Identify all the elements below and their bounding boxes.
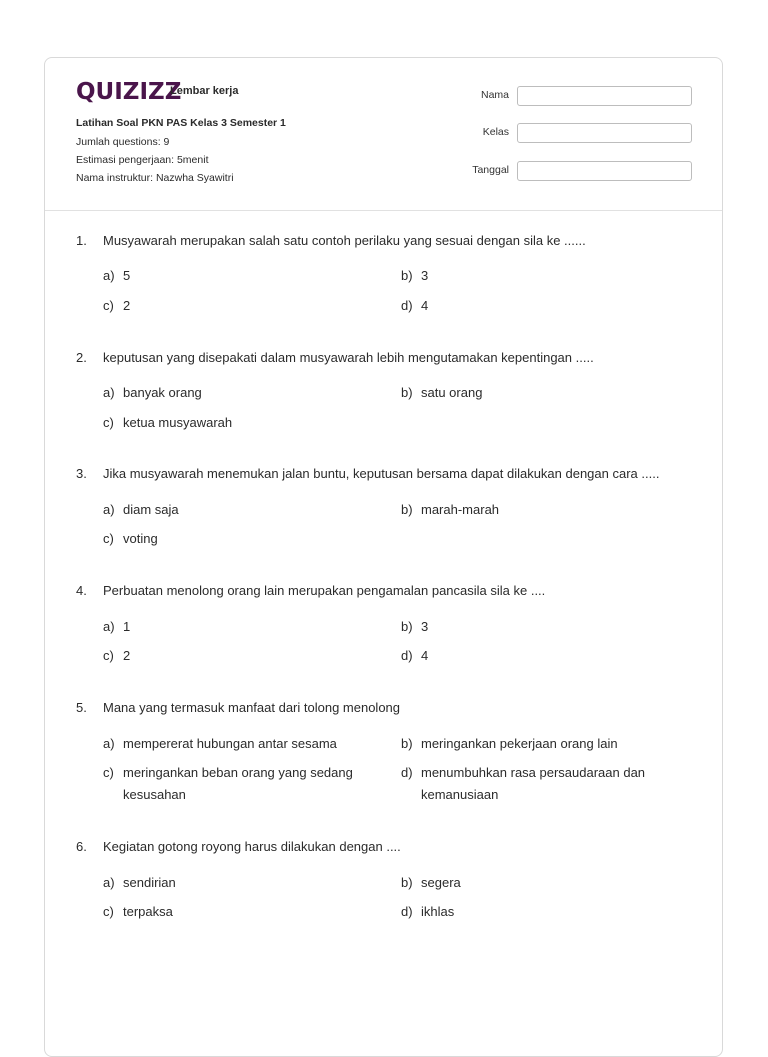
option-text: segera [421,875,461,890]
option-text: 3 [421,619,429,634]
option-letter: c) [103,904,114,919]
option-letter: d) [401,298,413,313]
option-letter: d) [401,765,413,780]
quizizz-logo: QUIZIZZ [76,79,182,105]
question-number: 5. [76,700,87,715]
question-number: 4. [76,583,87,598]
option-letter: c) [103,531,114,546]
option-text: menumbuhkan rasa persaudaraan dan kemanusiaan [421,765,646,802]
option-text: 4 [421,648,429,663]
option-text: 2 [123,298,131,313]
option-letter: b) [401,619,413,634]
option-letter: b) [401,736,413,751]
option-letter: d) [401,648,413,663]
option-text: 5 [123,268,131,283]
option-letter: c) [103,648,114,663]
option-letter: d) [401,904,413,919]
option-letter: a) [103,385,115,400]
option-letter: a) [103,502,115,517]
option-text: 1 [123,619,131,634]
estimated-time: Estimasi pengerjaan: 5menit [76,154,209,166]
option-letter: b) [401,268,413,283]
option-text: ketua musyawarah [123,415,233,430]
date-field[interactable] [517,161,692,181]
option-text: ikhlas [421,904,455,919]
question-number: 6. [76,839,87,854]
question-text: keputusan yang disepakati dalam musyawarah lebih mengutamakan kepentingan ..... [103,350,594,365]
question-text: Kegiatan gotong royong harus dilakukan dengan .... [103,839,401,854]
option-letter: a) [103,875,115,890]
worksheet-title: Latihan Soal PKN PAS Kelas 3 Semester 1 [76,117,286,129]
question-text: Mana yang termasuk manfaat dari tolong menolong [103,700,401,715]
class-label: Kelas [482,126,509,138]
option-text: 3 [421,268,429,283]
question-text: Jika musyawarah menemukan jalan buntu, keputusan bersama dapat dilakukan dengan cara ..... [103,466,660,481]
question-number: 2. [76,350,87,365]
option-text: meringankan pekerjaan orang lain [421,736,618,751]
option-text: voting [123,531,158,546]
option-text: banyak orang [123,385,202,400]
option-letter: b) [401,875,413,890]
option-text: 4 [421,298,429,313]
question-count: Jumlah questions: 9 [76,136,170,148]
question-text: Musyawarah merupakan salah satu contoh perilaku yang sesuai dengan sila ke ...... [103,233,586,248]
name-label: Nama [480,89,509,101]
class-field[interactable] [517,123,692,143]
worksheet-page [44,57,723,1057]
option-letter: c) [103,298,114,313]
instructor-name: Nama instruktur: Nazwha Syawitri [76,172,234,184]
option-letter: b) [401,385,413,400]
option-letter: a) [103,268,115,283]
question-number: 3. [76,466,87,481]
option-text: marah-marah [421,502,500,517]
option-letter: a) [103,619,115,634]
option-letter: c) [103,765,114,780]
option-text: diam saja [123,502,179,517]
question-number: 1. [76,233,87,248]
option-text: 2 [123,648,131,663]
option-text: mempererat hubungan antar sesama [123,736,337,751]
name-field[interactable] [517,86,692,106]
option-text: meringankan beban orang yang sedang kesusahan [123,765,353,802]
option-letter: c) [103,415,114,430]
option-letter: a) [103,736,115,751]
option-text: satu orang [421,385,483,400]
question-text: Perbuatan menolong orang lain merupakan pengamalan pancasila sila ke .... [103,583,546,598]
option-letter: b) [401,502,413,517]
date-label: Tanggal [472,164,509,176]
worksheet-header [45,58,722,211]
option-text: sendirian [123,875,176,890]
option-text: terpaksa [123,904,173,919]
worksheet-label: Lembar kerja [170,85,239,97]
